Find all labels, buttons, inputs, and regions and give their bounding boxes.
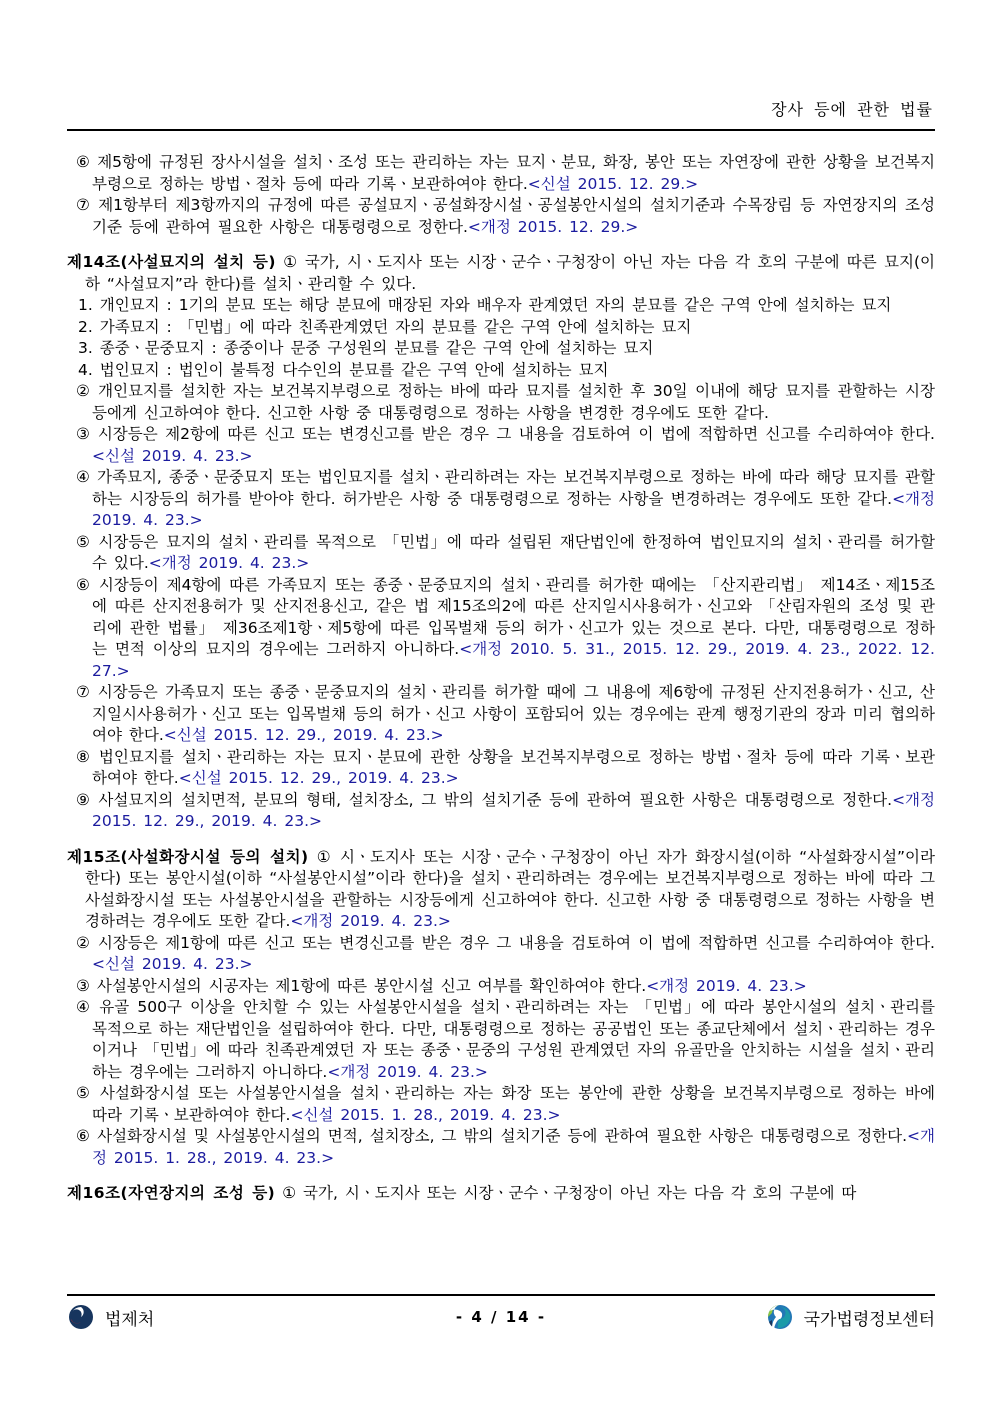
- article-title: 제16조(자연장지의 조성 등): [67, 1184, 276, 1202]
- paragraph-marker: ⑦: [76, 196, 91, 214]
- law-article-paragraph: [67, 252, 935, 295]
- law-paragraph: [67, 195, 935, 238]
- paragraph-marker: ⑥: [76, 575, 91, 594]
- paragraph-text: 시장등은 묘지의 설치ㆍ관리를 목적으로 「민법」에 따라 설립된 재단법인에 한정하여 법인묘지의 설치ㆍ관리를 허가할 수 있다.: [92, 532, 935, 572]
- paragraph-text: 종중ㆍ문중묘지 : 종중이나 문중 구성원의 분묘를 같은 구역 안에 설치하는 묘지: [99, 339, 654, 357]
- law-paragraph: [67, 532, 935, 575]
- amendment-note: <개정 2019. 4. 23.>: [646, 976, 807, 995]
- amendment-note: <신설 2019. 4. 23.>: [92, 955, 253, 973]
- paragraph-text: 가족묘지, 종중ㆍ문중묘지 또는 법인묘지를 설치ㆍ관리하려는 자는 보건복지부령으로 정하는 바에 따라 해당 묘지를 관할하는 시장등의 허가를 받아야 한다. 허가받은 사항 중 대통령령으로 정하는 사항을 변경하려는 경우에도 또한 같다.: [92, 468, 935, 508]
- law-paragraph: [67, 790, 935, 833]
- paragraph-marker: ③: [76, 976, 90, 995]
- law-paragraph: [67, 381, 935, 424]
- article-title: 제15조(사설화장시설 등의 설치): [67, 847, 309, 866]
- paragraph-marker: ⑥: [76, 1127, 91, 1145]
- paragraph-marker: 3.: [78, 339, 93, 357]
- amendment-note: <개정 2019. 4. 23.>: [290, 912, 451, 930]
- document-header-title: 장사 등에 관한 법률: [771, 100, 933, 119]
- paragraph-marker: ⑦: [76, 683, 91, 701]
- amendment-note: <개정 2015. 12. 29., 2019. 4. 23.>: [92, 790, 935, 830]
- law-article-paragraph: [67, 1183, 935, 1205]
- footer-divider: [67, 1294, 935, 1296]
- amendment-note: <신설 2015. 12. 29., 2019. 4. 23.>: [178, 769, 459, 787]
- article-title: 제14조(사설묘지의 설치 등): [67, 253, 276, 271]
- paragraph-text: 사설화장시설 또는 사설봉안시설을 설치ㆍ관리하는 자는 화장 또는 봉안에 관한 상황을 보건복지부령으로 정하는 바에 따라 기록ㆍ보관하여야 한다.: [92, 1084, 935, 1124]
- paragraph-text: 유골 500구 이상을 안치할 수 있는 사설봉안시설을 설치ㆍ관리하려는 자는 「민법」에 따라 봉안시설의 설치ㆍ관리를 목적으로 하는 재단법인을 설립하여야 한다. 다만, 대통령령으로 정하는 공공법인 또는 종교단체에서 설치ㆍ관리하는 경우이거나 「민법」에 따라 친족관계였던 자 또는 종중ㆍ문중의 구성원 관계였던 자의 유골만을 안치하는 시설을 설치ㆍ관리하는 경우에는 그러하지 아니하다.: [92, 998, 936, 1081]
- amendment-note: <신설 2015. 1. 28., 2019. 4. 23.>: [290, 1105, 561, 1124]
- law-paragraph: [67, 467, 935, 532]
- document-content: [67, 97, 935, 1205]
- amendment-note: <개정 2015. 1. 28., 2019. 4. 23.>: [92, 1127, 935, 1167]
- amendment-note: <개정 2015. 12. 29.>: [467, 217, 639, 236]
- amendment-note: <개정 2019. 4. 23.>: [92, 489, 935, 529]
- law-paragraph: [67, 747, 935, 790]
- paragraph-marker: ⑤: [76, 532, 91, 551]
- amendment-note: <신설 2019. 4. 23.>: [92, 446, 253, 465]
- paragraph-text: 제1항부터 제3항까지의 규정에 따른 공설묘지ㆍ공설화장시설ㆍ공설봉안시설의 설치기준과 수목장림 등 자연장지의 조성기준 등에 관하여 필요한 사항은 대통령령으로 정한다.: [92, 196, 935, 236]
- law-paragraph: [67, 360, 935, 382]
- paragraph-marker: ⑥: [76, 153, 91, 171]
- law-paragraph: [67, 1126, 935, 1169]
- law-paragraph: [67, 997, 935, 1083]
- paragraph-marker: 1.: [78, 296, 93, 314]
- paragraph-text: 법인묘지 : 법인이 불특정 다수인의 분묘를 같은 구역 안에 설치하는 묘지: [99, 360, 609, 379]
- law-paragraph: [67, 152, 935, 195]
- amendment-note: <신설 2015. 12. 29.>: [527, 174, 699, 193]
- paragraph-marker: ④: [76, 468, 90, 486]
- law-paragraph: [67, 976, 935, 998]
- paragraph-marker: ②: [76, 382, 91, 400]
- paragraph-text: 사설묘지의 설치면적, 분묘의 형태, 설치장소, 그 밖의 설치기준 등에 관하여 필요한 사항은 대통령령으로 정한다.: [98, 790, 893, 809]
- paragraph-marker: ③: [76, 425, 91, 443]
- paragraph-text: 개인묘지 : 1기의 분묘 또는 해당 분묘에 매장된 자와 배우자 관계였던 자의 분묘를 같은 구역 안에 설치하는 묘지: [99, 296, 892, 314]
- paragraph-text: ① 국가, 시ㆍ도지사 또는 시장ㆍ군수ㆍ구청장이 아닌 자는 다음 각 호의 구분에 따른 묘지(이하 “사설묘지”라 한다)를 설치ㆍ관리할 수 있다.: [85, 253, 935, 293]
- law-paragraph: [67, 682, 935, 747]
- paragraph-text: 법인묘지를 설치ㆍ관리하는 자는 묘지ㆍ분묘에 관한 상황을 보건복지부령으로 정하는 방법ㆍ절차 등에 따라 기록ㆍ보관하여야 한다.: [92, 747, 935, 787]
- paragraph-text: ① 국가, 시ㆍ도지사 또는 시장ㆍ군수ㆍ구청장이 아닌 자는 다음 각 호의 구분에 따: [282, 1184, 857, 1202]
- paragraph-text: 사설화장시설 및 사설봉안시설의 면적, 설치장소, 그 밖의 설치기준 등에 관하여 필요한 사항은 대통령령으로 정한다.: [97, 1127, 908, 1145]
- law-paragraph: [67, 317, 935, 339]
- law-paragraph: [67, 338, 935, 360]
- paragraph-marker: ⑧: [76, 747, 91, 766]
- law-center-label: 국가법령정보센터: [803, 1309, 935, 1330]
- amendment-note: <개정 2010. 5. 31., 2015. 12. 29., 2019. 4. 23., 2022. 12. 27.>: [92, 640, 935, 680]
- paragraph-marker: ⑨: [76, 790, 91, 809]
- page-number: - 4 / 14 -: [455, 1308, 547, 1326]
- paragraph-text: 시장등은 제2항에 따른 신고 또는 변경신고를 받은 경우 그 내용을 검토하여 이 법에 적합하면 신고를 수리하여야 한다.: [97, 425, 935, 443]
- footer-agency: [67, 1303, 154, 1331]
- paragraph-marker: ②: [76, 933, 91, 952]
- amendment-note: <신설 2015. 12. 29., 2019. 4. 23.>: [163, 726, 444, 744]
- paragraph-marker: 4.: [78, 360, 93, 379]
- moleg-taegeuk-logo-icon: [67, 1303, 95, 1331]
- paragraph-text: 제5항에 규정된 장사시설을 설치ㆍ조성 또는 관리하는 자는 묘지ㆍ분묘, 화장, 봉안 또는 자연장에 관한 상황을 보건복지부령으로 정하는 방법ㆍ절차 등에 따라 기록ㆍ보관하여야 한다.: [92, 153, 935, 193]
- law-paragraph: [67, 424, 935, 467]
- paragraph-marker: ⑤: [76, 1084, 92, 1102]
- law-paragraph: [67, 933, 935, 976]
- paragraph-text: 시장등은 제1항에 따른 신고 또는 변경신고를 받은 경우 그 내용을 검토하여 이 법에 적합하면 신고를 수리하여야 한다.: [97, 933, 935, 952]
- footer-agency-label: 법제처: [105, 1309, 155, 1330]
- amendment-note: <개정 2019. 4. 23.>: [327, 1062, 488, 1081]
- law-center-swirl-logo-icon: [766, 1303, 794, 1331]
- paragraph-text: 시장등이 제4항에 따른 가족묘지 또는 종중ㆍ문중묘지의 설치ㆍ관리를 허가한 때에는 「산지관리법」 제14조ㆍ제15조에 따른 산지전용허가 및 산지전용신고, 같은 법 제15조의2에 따른 산지일시사용허가ㆍ신고와 「산림자원의 조성 및 관리에 관한 법률」 제36조제1항ㆍ제5항에 따른 입목벌채 등의 허가ㆍ신고가 있는 것으로 본다. 다만, 대통령령으로 정하는 면적 이상의 묘지의 경우에는 그러하지 아니하다.: [92, 575, 935, 658]
- document-body: [67, 152, 935, 1205]
- law-paragraph: [67, 1083, 935, 1126]
- paragraph-text: 가족묘지 : 「민법」에 따라 친족관계였던 자의 분묘를 같은 구역 안에 설치하는 묘지: [99, 317, 692, 336]
- page-footer: [67, 1294, 935, 1331]
- paragraph-text: 개인묘지를 설치한 자는 보건복지부령으로 정하는 바에 따라 묘지를 설치한 후 30일 이내에 해당 묘지를 관할하는 시장등에게 신고하여야 한다. 신고한 사항 중 대통령령으로 정하는 사항을 변경한 경우에도 또한 같다.: [92, 382, 935, 422]
- paragraph-text: ① 시ㆍ도지사 또는 시장ㆍ군수ㆍ구청장이 아닌 자가 화장시설(이하 “사설화장시설”이라 한다) 또는 봉안시설(이하 “사설봉안시설”이라 한다)을 설치ㆍ관리하려는 경우에는 보건복지부령으로 정하는 바에 따라 그 사설화장시설 또는 사설봉안시설을 관할하는 시장등에게 신고하여야 한다. 신고한 사항 중 대통령령으로 정하는 사항을 변경하려는 경우에도 또한 같다.: [85, 847, 935, 930]
- law-article-paragraph: [67, 847, 935, 933]
- law-paragraph: [67, 575, 935, 683]
- header-divider: [67, 129, 935, 131]
- amendment-note: <개정 2019. 4. 23.>: [148, 554, 310, 572]
- footer-row: [67, 1303, 935, 1331]
- paragraph-text: 사설봉안시설의 시공자는 제1항에 따른 봉안시설 신고 여부를 확인하여야 한다.: [96, 976, 647, 995]
- law-paragraph: [67, 295, 935, 317]
- footer-law-center: [766, 1303, 935, 1331]
- paragraph-text: 시장등은 가족묘지 또는 종중ㆍ문중묘지의 설치ㆍ관리를 허가할 때에 그 내용에 제6항에 규정된 산지전용허가ㆍ신고, 산지일시사용허가ㆍ신고 또는 입목벌채 등의 허가ㆍ신고 사항이 포함되어 있는 경우에는 관계 행정기관의 장과 미리 협의하여야 한다.: [92, 683, 935, 744]
- paragraph-marker: 2.: [78, 317, 93, 336]
- paragraph-marker: ④: [76, 998, 92, 1016]
